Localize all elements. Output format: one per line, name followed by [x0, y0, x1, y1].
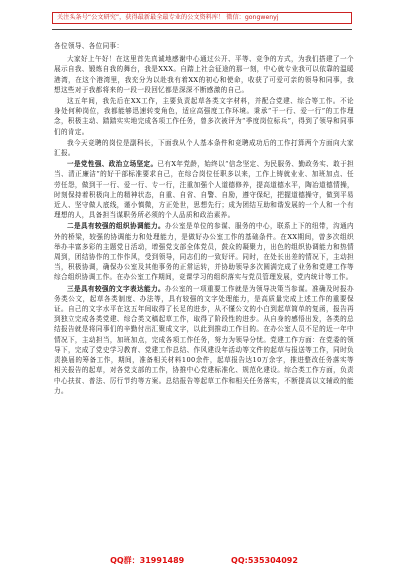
point-3-lead: 三是具有较强的文字表达能力。	[67, 284, 166, 293]
promo-banner	[52, 12, 352, 24]
point-1-text: 已有X年党龄，始终以“信念坚定、为民服务、勤政务实、敢于担当、清正廉洁”的好干部标准要求自己，在综合岗位任职多以来，工作上铸就业业、加班加点、任劳任怨，做到干一行、爱一行、专一行，注重加强个人道德修养，提高道德水平，陶冶道德情操，时刻保持着积极向上的精神状态，自重、自省、自警、自励，遵守保纪，把握道德操守，做到平易近人、坚守做人底线，谨小慎微，方正处世，思想先行；成为团结互助和谐发展的一个人和一个有理想的人，具备担当谋职务所必须的个人品质和政治素养。	[54, 160, 354, 220]
header-rule	[52, 29, 352, 30]
paragraph-intro: 大家好上午好！在这里首先真诚地感谢中心通过公开、平等、竞争的方式，为我们搭建了一个展示自我、锻炼自我的舞台，我是XXX。自踏上社会征途的那一刻，中心就专业我可以依靠的温暖港湾，在这个港湾里，我充分为以赴我有着XX的初心和使命，收获了可爱可亲的领导和同事，我想这些对于我都将来的一段一段回忆都是深深不断感激的自己。	[54, 55, 354, 94]
paragraph-transition: 我今天竞聘的岗位是副科长，下面我从个人基本条件和竞聘成功后的工作打算两个方面向大家汇报。	[54, 138, 354, 158]
footer-qq: QQ:535304092	[231, 556, 298, 565]
footer-contact	[0, 555, 408, 566]
point-3-text: 办公室的一项重要工作就是为领导决策当参谋。准确及时报办务类公文，起草各类制度、办法等，具有较强的文字处理能力，是高质量完成上述工作的重要保证。自己的文字水平在这五年间取得了长足的进步，从不懂公文的小白到起草简单的复函，报告再到独立完成各类党建、综合类文稿起草工作，取得了阶段性的进步。从自身的感悟出发，各类的总结报告就是将同事们的辛勤付出汇聚成文字，以此到推动工作目的。在办公室人员不足的近一年中情况下，主动担当，加班加点，完成各项工作任务，努力为领导分忧。党建工作方面：在党委的领导下，完成了党史学习教育、党建工作总结、作风建设年活动等文件的起草与报送等工作，同时负责换届的筹备工作，期间，准备相关材料100余件，起草报告达10万余字，推进整改任务落实等相关报告的起草，对各党支部的工作，协推中心党建标准化、规范化建设。综合类工作方面，负责中心扶贫、普法、厉行节约等方案。总结报告等起草工作和相关任务落实，不断提高以文辅政的能力。	[54, 284, 354, 395]
banner-text: 关注头条号“公文研究”，获得最新最全最专业的公文资料库！	[57, 14, 225, 21]
footer-qq-group: QQ群：31991489	[110, 556, 185, 565]
banner-wechat: 微信：gongwenyj	[226, 14, 279, 21]
paragraph-point-1	[54, 159, 354, 220]
paragraph-point-3	[54, 284, 354, 396]
document-body	[54, 41, 354, 397]
point-2-text: 办公室是单位的参谋、服务的中心，联系上下的纽带，沟通内外的桥梁，较强的协调能力和处理能力，是做好办公室工作的基础条件。在XX期间，曾多次组织举办丰富多彩的主题党日活动，增强党支部全体党员，鼓众的凝聚力，出色的组织协调能力和热情周到，团结协作的工作作风，受到领导，同志们的一致好评。同时，在处长出差的情况下，主动担当，积极协调，确保办公室及其他事务的正常运转，并协助领导多次圆满完成了业务和党建工作等综合组织协调工作。在办公室工作期间，竞课学习的组织落实与党员管理发展，党内统计等工作。	[54, 222, 354, 282]
paragraph-point-2	[54, 221, 354, 282]
paragraph-experience: 这五年间，我先后在XX工作，主要负责起草各类文字材料，并配合党建、综合等工作。不论身处何种岗位，我都能够迅速转变角色，适应高强度工作环境。秉承“干一行、爱一行”的工作理念，积极主动、踏踏实实地完成各项工作任务，曾多次被评为“季度岗位标兵”，得到了领导和同事们的肯定。	[54, 97, 354, 136]
point-1-lead: 一是党性强、政治立场坚定。	[67, 160, 158, 169]
salutation: 各位领导、各位同事：	[54, 42, 124, 50]
point-2-lead: 二是具有较强的组织协调能力。	[67, 222, 166, 231]
